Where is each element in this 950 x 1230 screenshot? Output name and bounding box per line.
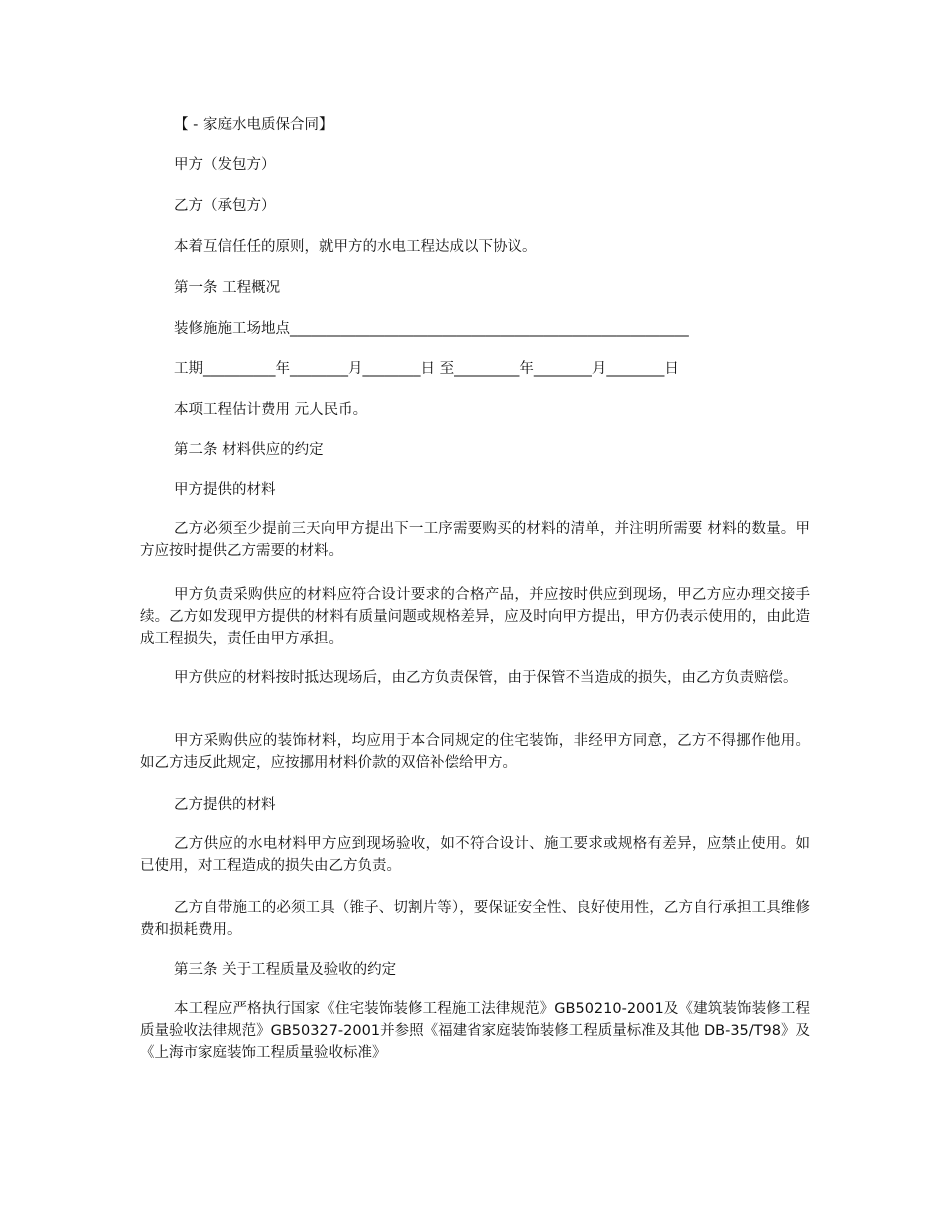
article2-paragraph-3: 甲方供应的材料按时抵达现场后，由乙方负责保管，由于保管不当造成的损失，由乙方负责赔偿。 bbox=[174, 670, 798, 686]
party-a-label: 甲方（发包方） bbox=[174, 157, 276, 173]
party-b-label: 乙方（承包方） bbox=[174, 198, 276, 214]
article2-heading: 第二条 材料供应的约定 bbox=[174, 442, 324, 458]
article2-paragraph-5: 乙方供应的水电材料甲方应到现场验收，如不符合设计、施工要求或规格有差异，应禁止使用。如已使用，对工程造成的损失由乙方负责。 bbox=[140, 836, 810, 874]
article1-heading: 第一条 工程概况 bbox=[174, 280, 281, 296]
article2-paragraph-2: 甲方负责采购供应的材料应符合设计要求的合格产品，并应按时供应到现场，甲乙方应办理交接手续。乙方如发现甲方提供的材料有质量问题或规格差异，应及时向甲方提出，甲方仍表示使用的，由此造成工程损失，责任由甲方承担。 bbox=[140, 587, 810, 647]
article2-paragraph-1: 乙方必须至少提前三天向甲方提出下一工序需要购买的材料的清单，并注明所需要 材料的数量。甲方应按时提供乙方需要的材料。 bbox=[140, 521, 810, 559]
period-line: 工期__________年________月________日 至_________年________月________日 bbox=[174, 361, 679, 377]
article3-heading: 第三条 关于工程质量及验收的约定 bbox=[174, 962, 397, 978]
preamble: 本着互信任任的原则，就甲方的水电工程达成以下协议。 bbox=[174, 239, 537, 255]
cost-line: 本项工程估计费用 元人民币。 bbox=[174, 402, 368, 418]
party-b-materials-heading: 乙方提供的材料 bbox=[174, 797, 276, 813]
party-a-materials-heading: 甲方提供的材料 bbox=[174, 482, 276, 498]
article2-paragraph-4: 甲方采购供应的装饰材料，均应用于本合同规定的住宅装饰，非经甲方同意，乙方不得挪作他用。如乙方违反此规定，应按挪用材料价款的双倍补偿给甲方。 bbox=[140, 733, 810, 771]
article3-paragraph-1: 本工程应严格执行国家《住宅装饰装修工程施工法律规范》GB50210-2001及《建筑装饰装修工程质量验收法律规范》GB50327-2001并参照《福建省家庭装饰装修工程质量标准及其他 DB-35/T98》及《上海市家庭装饰工程质量验收标准》 bbox=[140, 1001, 810, 1061]
article2-paragraph-6: 乙方自带施工的必须工具（锥子、切割片等），要保证安全性、良好使用性，乙方自行承担工具维修费和损耗费用。 bbox=[140, 900, 810, 938]
site-address-line: 装修施施工场地点_______________________________________________________ bbox=[174, 321, 689, 337]
document-title: 【 - 家庭水电质保合同】 bbox=[174, 117, 334, 133]
